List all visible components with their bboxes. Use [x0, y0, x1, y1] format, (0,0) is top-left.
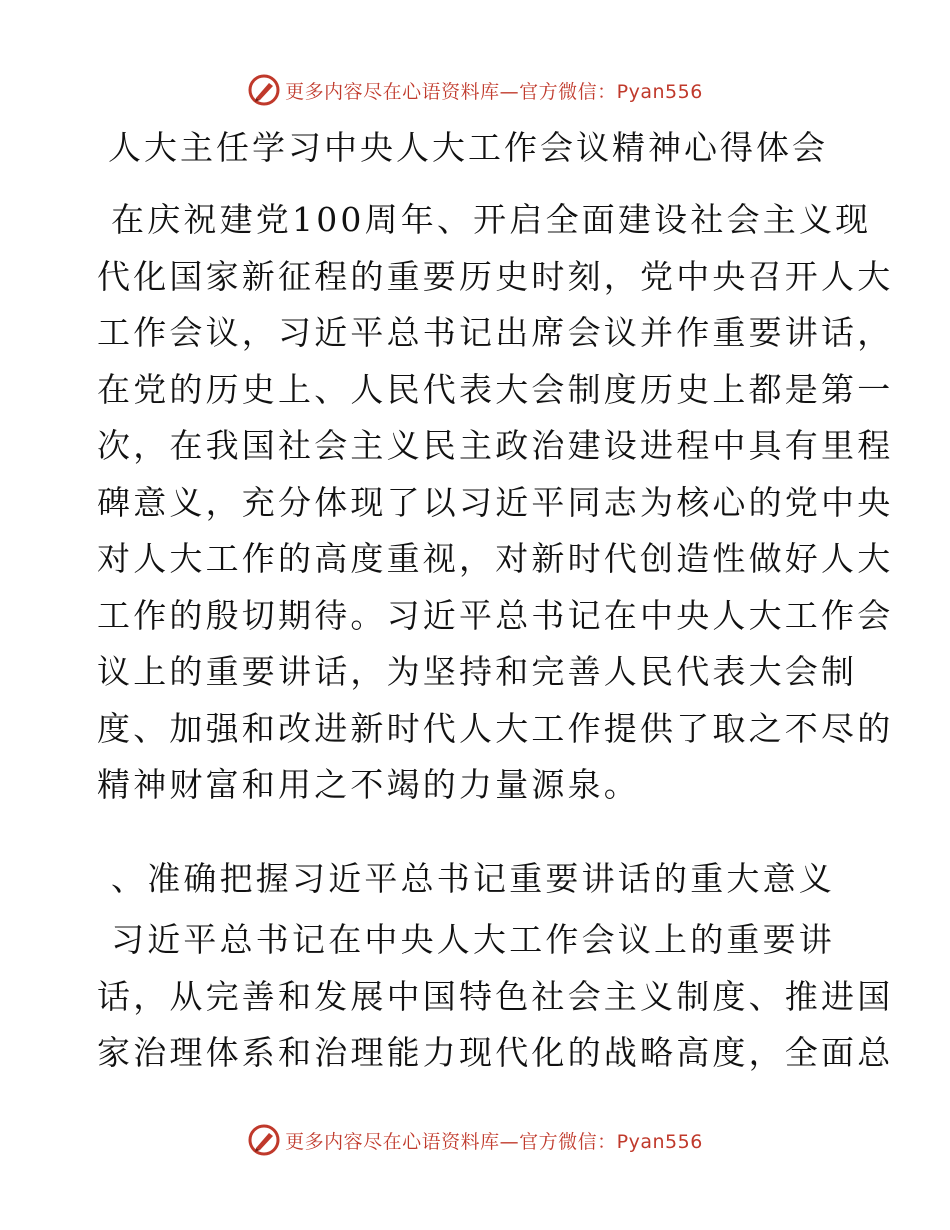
- document-title: 人大主任学习中央人大工作会议精神心得体会: [108, 128, 828, 167]
- paragraph-1: [97, 192, 894, 814]
- section-heading: [97, 851, 857, 908]
- text-line: 话，从完善和发展中国特色社会主义制度、推进国: [97, 976, 894, 1016]
- heading-line: 、准确把握习近平总书记重要讲话的重大意义: [111, 859, 835, 898]
- watermark-banner-top: [0, 70, 950, 110]
- text-line: 工作的殷切期待。习近平总书记在中央人大工作会: [97, 595, 894, 635]
- watermark-banner-bottom: [0, 1120, 950, 1160]
- logo-pen-icon: [247, 1123, 281, 1157]
- watermark-text: 更多内容尽在心语资料库—官方微信：Pyan556: [285, 1130, 703, 1153]
- text-line: 在党的历史上、人民代表大会制度历史上都是第一: [97, 369, 894, 409]
- text-line: 次，在我国社会主义民主政治建设进程中具有里程: [97, 426, 894, 465]
- watermark-text: 更多内容尽在心语资料库—官方微信：Pyan556: [285, 80, 703, 103]
- text-line: 习近平总书记在中央人大工作会议上的重要讲: [111, 920, 835, 959]
- text-line: 议上的重要讲话，为坚持和完善人民代表大会制: [97, 652, 858, 691]
- text-line: 对人大工作的高度重视，对新时代创造性做好人大: [97, 539, 894, 578]
- text-line: 在庆祝建党100周年、开启全面建设社会主义现: [111, 200, 872, 239]
- text-line: 家治理体系和治理能力现代化的战略高度，全面总: [97, 1033, 894, 1072]
- logo-pen-icon: [247, 73, 281, 107]
- text-line: 碑意义，充分体现了以习近平同志为核心的党中央: [97, 482, 894, 522]
- paragraph-2: [97, 912, 894, 1082]
- text-line: 精神财富和用之不竭的力量源泉。: [97, 765, 640, 804]
- text-line: 代化国家新征程的重要历史时刻，党中央召开人大: [97, 256, 894, 296]
- text-line: 工作会议，习近平总书记出席会议并作重要讲话，: [97, 313, 894, 352]
- text-line: 度、加强和改进新时代人大工作提供了取之不尽的: [97, 708, 894, 748]
